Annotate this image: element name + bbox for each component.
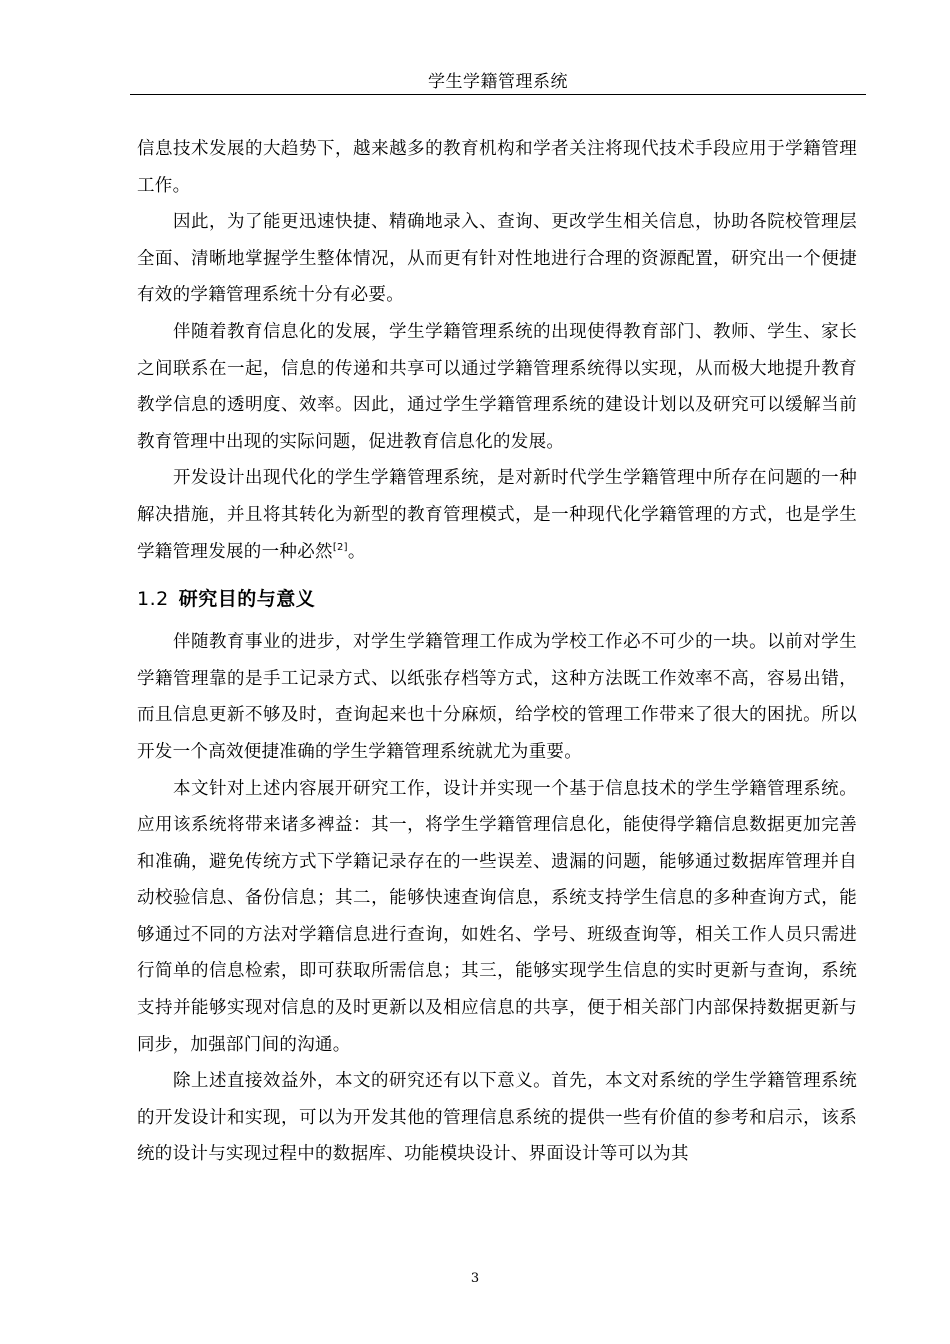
section-title: 研究目的与意义 [178, 588, 316, 611]
section-number: 1.2 [137, 588, 169, 611]
paragraph-with-citation [137, 460, 857, 570]
paragraph-end-punctuation: 。 [347, 541, 366, 562]
paragraph: 除上述直接效益外，本文的研究还有以下意义。首先，本文对系统的学生学籍管理系统的开发设计和实现，可以为开发其他的管理信息系统的提供一些有价值的参考和启示，该系统的设计与实现过程中的数据库、功能模块设计、界面设计等可以为其 [137, 1071, 857, 1165]
section-heading [137, 584, 857, 614]
paragraph-text: 开发设计出现代化的学生学籍管理系统，是对新时代学生学籍管理中所存在问题的一种解决措施，并且将其转化为新型的教育管理模式，是一种现代化学籍管理的方式，也是学生学籍管理发展的一种必然 [137, 468, 857, 562]
paragraph: 伴随着教育信息化的发展，学生学籍管理系统的出现使得教育部门、教师、学生、家长之间联系在一起，信息的传递和共享可以通过学籍管理系统得以实现，从而极大地提升教育教学信息的透明度、效率。因此，通过学生学籍管理系统的建设计划以及研究可以缓解当前教育管理中出现的实际问题，促进教育信息化的发展。 [137, 321, 857, 452]
running-header: 学生学籍管理系统 [428, 72, 568, 92]
page-number: 3 [470, 1271, 480, 1286]
paragraph: 伴随教育事业的进步，对学生学籍管理工作成为学校工作必不可少的一块。以前对学生学籍管理靠的是手工记录方式、以纸张存档等方式，这种方法既工作效率不高，容易出错，而且信息更新不够及时，查询起来也十分麻烦，给学校的管理工作带来了很大的困扰。所以开发一个高效便捷准确的学生学籍管理系统就尤为重要。 [137, 632, 857, 762]
citation-marker[interactable]: [2] [332, 541, 348, 553]
paragraph: 本文针对上述内容展开研究工作，设计并实现一个基于信息技术的学生学籍管理系统。应用该系统将带来诸多裨益：其一，将学生学籍管理信息化，能使得学籍信息数据更加完善和准确，避免传统方式下学籍记录存在的一些误差、遗漏的问题，能够通过数据库管理并自动校验信息、备份信息；其二，能够快速查询信息，系统支持学生信息的多种查询方式，能够通过不同的方法对学籍信息进行查询，如姓名、学号、班级查询等，相关工作人员只需进行简单的信息检索，即可获取所需信息；其三，能够实现学生信息的实时更新与查询，系统支持并能够实现对信息的及时更新以及相应信息的共享，便于相关部门内部保持数据更新与同步，加强部门间的沟通。 [137, 778, 857, 1055]
header-rule [130, 94, 866, 95]
body-text [137, 131, 857, 1173]
paragraph: 因此，为了能更迅速快捷、精确地录入、查询、更改学生相关信息，协助各院校管理层全面、清晰地掌握学生整体情况，从而更有针对性地进行合理的资源配置，研究出一个便捷有效的学籍管理系统十分有必要。 [137, 212, 857, 306]
paragraph-continued: 信息技术发展的大趋势下，越来越多的教育机构和学者关注将现代技术手段应用于学籍管理工作。 [137, 139, 857, 196]
